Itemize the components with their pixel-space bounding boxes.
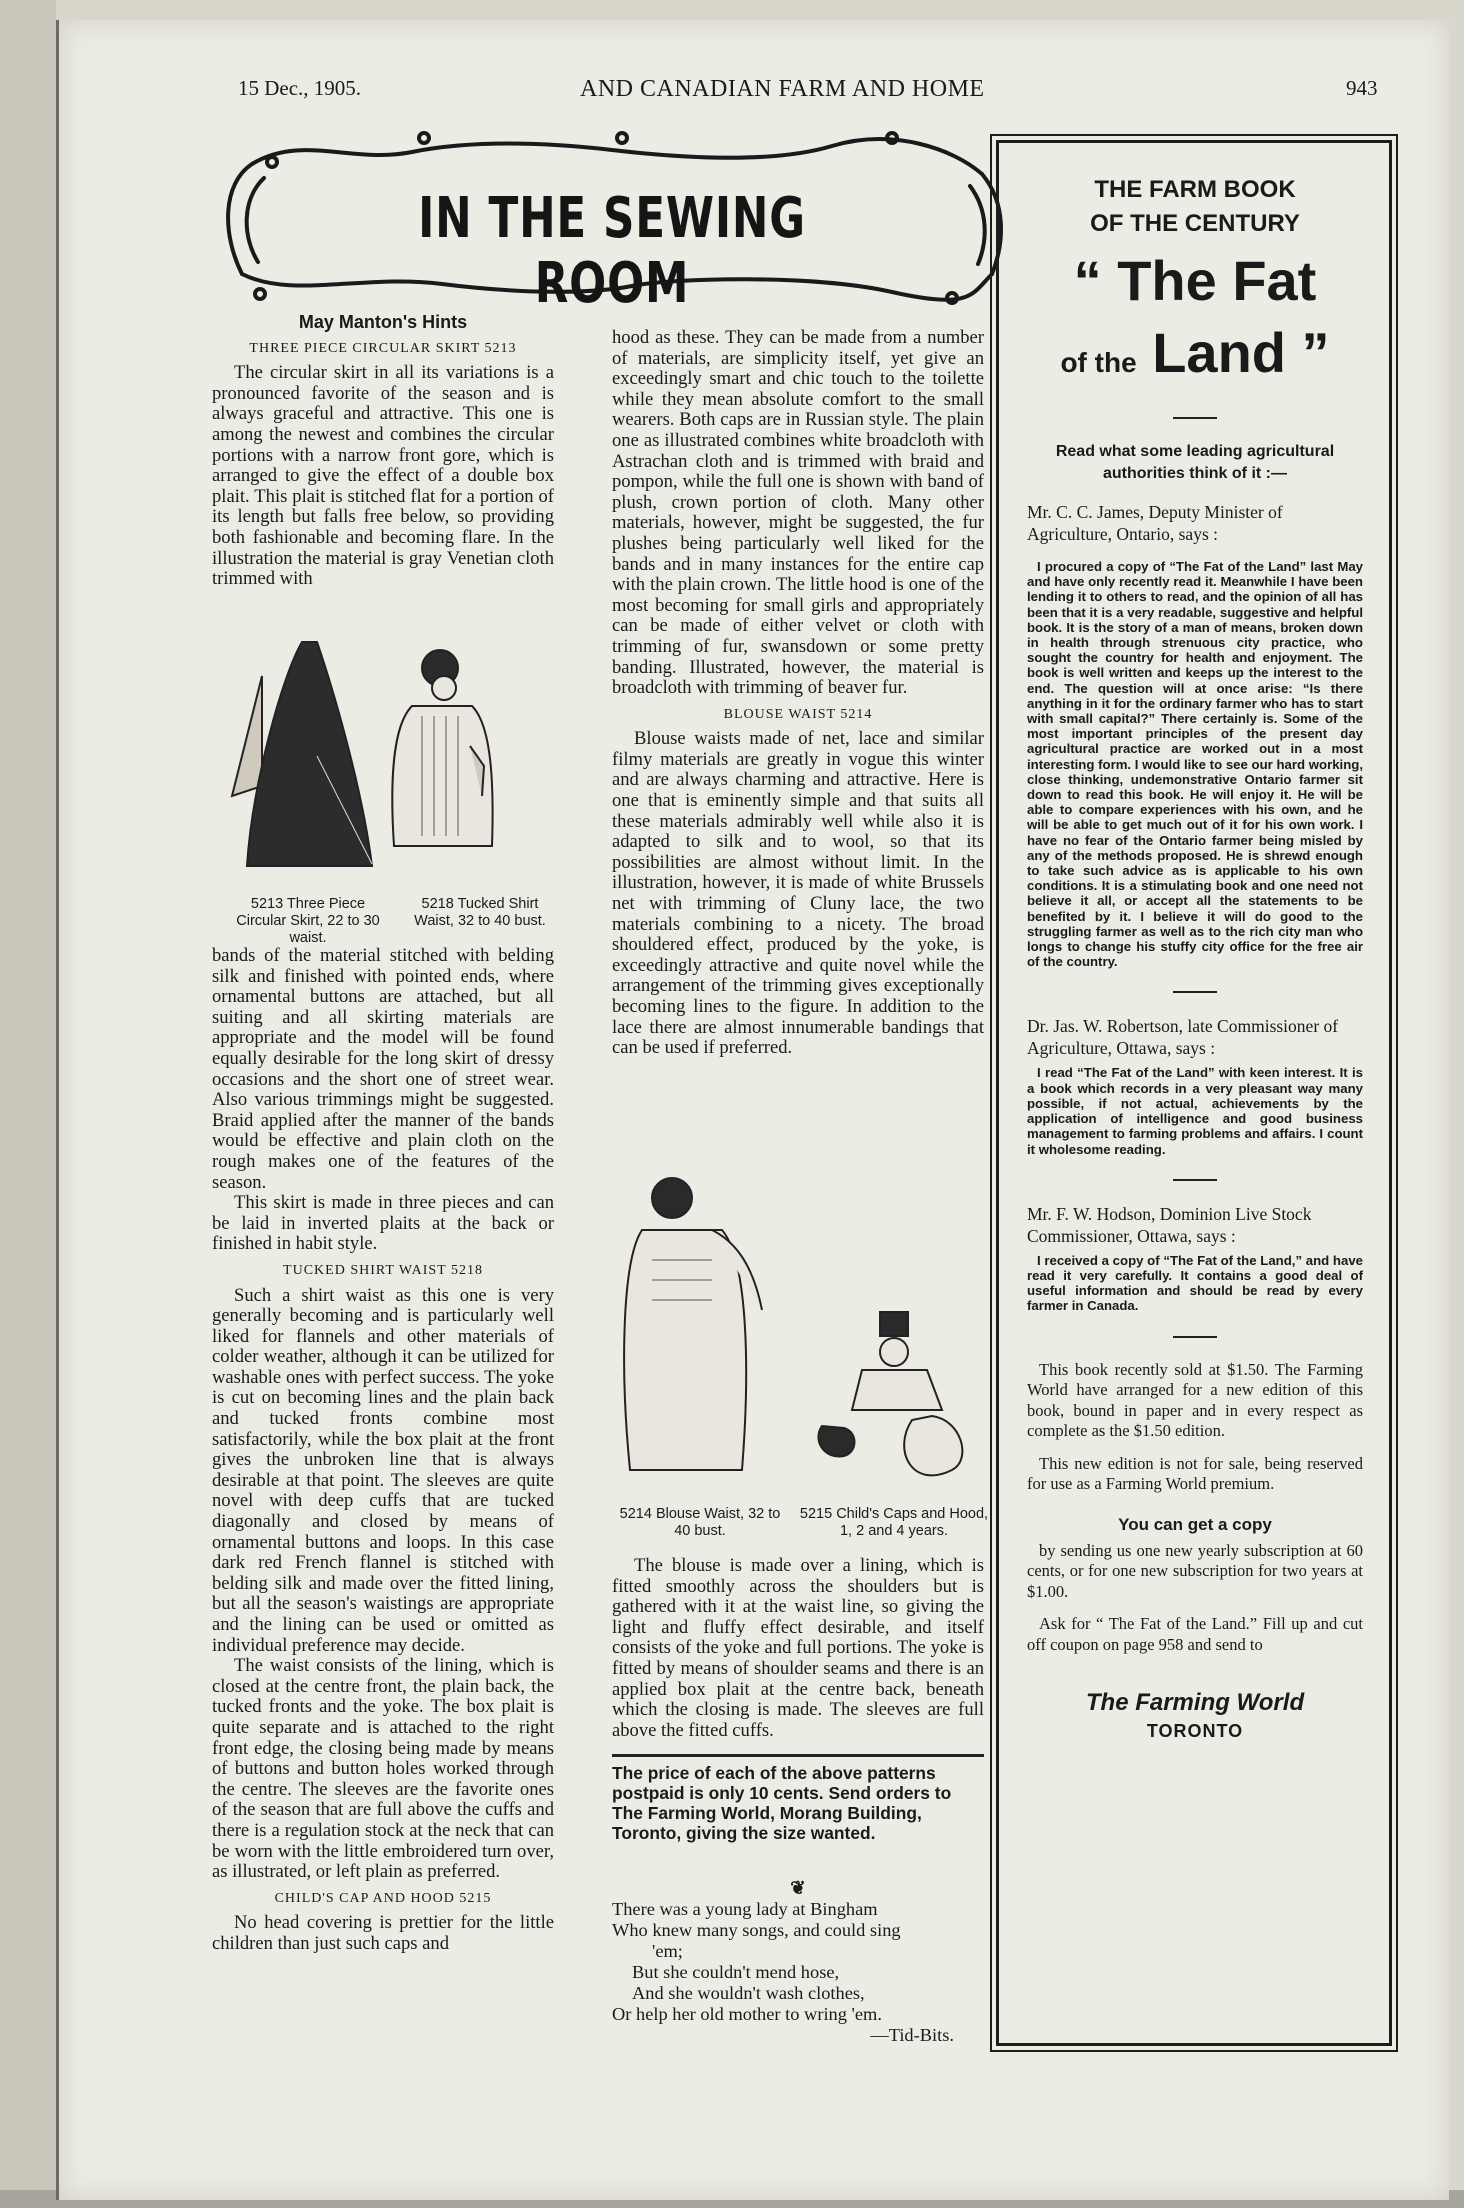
poem-line: 'em; <box>652 1941 683 1961</box>
book-title-line2 <box>1027 321 1363 395</box>
caption-5214: 5214 Blouse Waist, 32 to 40 bust. <box>619 1506 781 1539</box>
book-title-land: Land ” <box>1152 321 1330 384</box>
divider <box>1173 417 1217 419</box>
testimonial-author: Mr. C. C. James, Deputy Minister of Agriculture, Ontario, says : <box>1027 502 1283 544</box>
poem-line: And she wouldn't wash clothes, <box>632 1983 865 2003</box>
blouse-and-caps-illustration <box>612 1170 992 1500</box>
issue-date: 15 Dec., 1905. <box>238 76 362 100</box>
poem-line: Who knew many songs, and could sing <box>612 1920 901 1940</box>
publisher-city: TORONTO <box>1146 1721 1244 1742</box>
divider <box>1173 1336 1217 1338</box>
subheading-shirt-waist: TUCKED SHIRT WAIST 5218 <box>283 1262 483 1278</box>
subheading-cap-hood: CHILD'S CAP AND HOOD 5215 <box>274 1890 492 1906</box>
divider <box>1173 1179 1217 1181</box>
publication-title: AND CANADIAN FARM AND HOME <box>580 76 985 102</box>
article-column-2 <box>612 328 984 1059</box>
poem-line: Or help her old mother to wring 'em. <box>612 2004 882 2024</box>
testimonial-quote: I received a copy of “The Fat of the Land,” and have read it very carefully. It contains a good deal of useful information and should be read by every farmer in Canada. <box>1027 1252 1363 1314</box>
paragraph: bands of the material stitched with belding silk and finished with pointed ends, where ornamental buttons are attached, but all suiting and all skirting materials are appropriate and the model will be found equally desirable for the long skirt of dressy occasions and the short one of street wear. Also various trimmings might be suggested. Braid applied after the manner of the bands would be effective and plain cloth on the rough makes one of the features of the season. <box>212 945 554 1193</box>
binding-edge <box>0 0 56 2208</box>
ad-offer-heading: You can get a copy <box>1118 1514 1272 1534</box>
book-title-of-the: of the <box>1060 347 1137 378</box>
book-title-line1: “ The Fat <box>1073 249 1317 312</box>
paragraph: The circular skirt in all its variations is a pronounced favorite of the season and is always graceful and attractive. This one is among the newest and combines the circular portions with a narrow front gore, which is arranged to give the effect of a double box plait. This plait is stitched flat for a portion of its length but falls free below, so providing both fashionable and becoming flare. In the illustration the material is gray Venetian cloth trimmed with <box>212 362 554 590</box>
divider <box>1173 991 1217 993</box>
caption-5215: 5215 Child's Caps and Hood, 1, 2 and 4 years. <box>799 1506 989 1539</box>
ad-content <box>1027 173 1363 1742</box>
limerick <box>612 1878 984 2046</box>
paragraph: Such a shirt waist as this one is very generally becoming and is particularly well liked for flannels and other materials of colder weather, although it can be utilized for washable ones with perfect success. The yoke is cut on becoming lines and the plain back and tucked fronts combine most satisfactorily, while the box plait at the front gives the unbroken line that is always desirable at that point. The sleeves are quite novel with deep cuffs that are tucked diagonally and closed by means of ornamental buttons and loops. In this case dark red French flannel is stitched with belding silk and made over the fitted lining, but all the season's waistings are appropriate and the lining can be used or omitted as individual preference may decide. <box>212 1284 554 1656</box>
paragraph: hood as these. They can be made from a number of materials, are simplicity itself, yet give an exceedingly smart and chic touch to the toilette while they mean absolute comfort to the small wearers. Both caps are in Russian style. The plain one as illustrated combines white broadcloth with Astrachan cloth and is trimmed with braid and pompon, while the full one is shown with band of plush, crown portion of cloth. Many other materials, however, might be suggested, the fur plushes being particularly well liked for the bands and in many instances for the entire cap with the plain crown. The little hood is one of the most becoming for small girls and appropriately can be made of either velvet or cloth with trimming of fur, swansdown or some pretty banding. Illustrated, however, the material is broadcloth with trimming of beaver fur. <box>612 327 984 699</box>
caption-5213: 5213 Three Piece Circular Skirt, 22 to 30 waist. <box>236 896 380 946</box>
poem-source: —Tid-Bits. <box>870 2025 954 2045</box>
sewing-room-banner <box>212 124 1012 316</box>
subheading-blouse: BLOUSE WAIST 5214 <box>723 706 873 722</box>
ad-lead: Read what some leading agricultural authorities think of it :— <box>1055 443 1335 482</box>
fleuron-icon: ❦ <box>790 1878 806 1898</box>
testimonial-author: Mr. F. W. Hodson, Dominion Live Stock Commissioner, Ottawa, says : <box>1027 1203 1312 1246</box>
ad-paragraph: by sending us one new yearly subscription at 60 cents, or for one new subscription for two years at $1.00. <box>1027 1540 1363 1601</box>
ad-kicker: OF THE CENTURY <box>1090 210 1300 237</box>
farm-book-advertisement <box>996 140 1392 2046</box>
section-title: IN THE SEWING ROOM <box>418 186 806 316</box>
caption-5218: 5218 Tucked Shirt Waist, 32 to 40 bust. <box>414 896 546 929</box>
publisher-name: The Farming World <box>1085 1689 1305 1717</box>
ad-paragraph: Ask for “ The Fat of the Land.” Fill up and cut off coupon on page 958 and send to <box>1027 1614 1363 1654</box>
paragraph: No head covering is prettier for the little children than just such caps and <box>212 1912 554 1954</box>
paragraph: Blouse waists made of net, lace and similar filmy materials are greatly in vogue this winter and are always charming and attractive. Here is one that is eminently simple and that suits all these materials admirably well while also it is adapted to silk and to wool, so that its possibilities are almost without limit. In the illustration, however, it is made of white Brussels net with trimming of Cluny lace, the two materials combining to a nicety. The broad shouldered effect, produced by the yoke, is exceedingly attractive and quite novel while the arrangement of the trimming gives exceptionally becoming lines to the figure. In addition to the lace there are almost innumerable bandings that can be used if preferred. <box>612 728 984 1059</box>
testimonial-quote: I procured a copy of “The Fat of the Land” last May and have only recently read it. Meanwhile I have been lending it to others to read, and the opinion of all has been that it is a very readable, suggestive and helpful book. It is the story of a man of means, broken down in health through strenuous city practice, who sought the country for health and enjoyment. The book is well written and keeps up the interest to the end. The question will at once arise: “Is there anything in it for the ordinary farmer who has to start with small capital?” There certainly is. Some of the most important principles of the present day agricultural practice are worked out in a most interesting form. I would like to see our hard working, close thinking, undemonstrative Ontario farmer sit down to read this book. He will enjoy it. He will be able to compare experiences with his own, and he will be able to get much out of it for his own work. I have no fear of the Ontario farmer being misled by any of the methods proposed. He is shrewd enough to take such advice as is applicable to his own conditions. It is a stimulating book and one need not believe it all, or accept all the statements to be benefited by it. I believe it will do good to the struggling farmer as well as to the rich city man who longs to change his stuffy city office for the free air of the country. <box>1027 559 1363 970</box>
paragraph: The blouse is made over a lining, which is fitted smoothly across the shoulders but is gathered with it at the waist line, so giving the light and fluffy effect desirable, and itself consists of the yoke and full portions. The yoke is fitted by means of shoulder seams and there is an applied box plait at the centre back, beneath which the closing is made. The sleeves are full above the fitted cuffs. <box>612 1555 984 1741</box>
testimonial-author: Dr. Jas. W. Robertson, late Commissioner of Agriculture, Ottawa, says : <box>1027 1016 1339 1059</box>
poem-line: There was a young lady at Bingham <box>612 1899 878 1919</box>
subheading-skirt: THREE PIECE CIRCULAR SKIRT 5213 <box>249 340 517 356</box>
paragraph: This skirt is made in three pieces and can be laid in inverted plaits at the back or finished in habit style. <box>212 1192 554 1255</box>
ad-paragraph: This new edition is not for sale, being reserved for use as a Farming World premium. <box>1027 1453 1363 1494</box>
article-column-1-top <box>212 312 554 590</box>
page-number: 943 <box>1346 76 1378 100</box>
ad-kicker: THE FARM BOOK <box>1094 176 1296 203</box>
poem-line: But she couldn't mend hose, <box>632 1962 840 1982</box>
article-heading: May Manton's Hints <box>298 312 468 332</box>
article-column-1-bottom <box>212 946 554 1955</box>
article-column-2-bottom <box>612 1556 984 1741</box>
skirt-and-shirt-illustration <box>222 636 562 886</box>
paragraph: The waist consists of the lining, which is closed at the centre front, the plain back, the tucked fronts and the yoke. The box plait is quite separate and is attached to the right front edge, the closing being made by means of buttons and button holes worked through the centre. The sleeves are the favorite ones of the season that are full above the cuffs and there is a regulation stock at the neck that can be worn with the little embroidered turn over, as illustrated, or left plain as preferred. <box>212 1655 554 1883</box>
pattern-price-notice: The price of each of the above patterns postpaid is only 10 cents. Send orders to The Farming World, Morang Building, Toronto, giving the size wanted. <box>612 1754 984 1843</box>
ad-paragraph: This book recently sold at $1.50. The Farming World have arranged for a new edition of this book, bound in paper and in every respect as complete as the $1.50 edition. <box>1027 1359 1363 1441</box>
testimonial-quote: I read “The Fat of the Land” with keen interest. It is a book which records in a very pleasant way many possible, if not actual, achievements by the application of intelligence and good business management to farming problems and affairs. I count it wholesome reading. <box>1027 1065 1363 1157</box>
